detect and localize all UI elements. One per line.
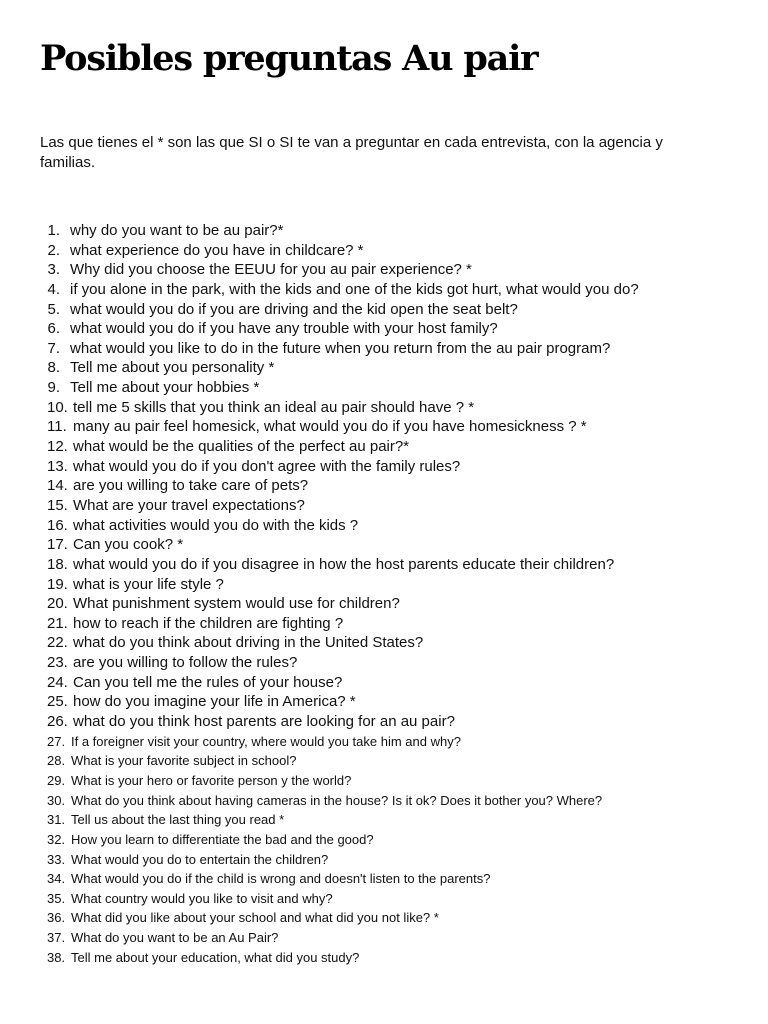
question-item xyxy=(0,358,768,378)
question-number: 34. xyxy=(47,871,66,887)
question-text: what would you do if you have any trouble with your host family? xyxy=(70,320,498,338)
question-item xyxy=(0,633,768,653)
question-number: 25. xyxy=(47,693,68,711)
question-number: 29. xyxy=(47,772,66,788)
question-text: what would you do if you disagree in how the host parents educate their children? xyxy=(73,555,615,573)
question-item xyxy=(0,928,768,948)
question-item xyxy=(0,300,768,320)
question-number: 6. xyxy=(47,320,60,338)
question-item xyxy=(0,437,768,457)
question-number: 12. xyxy=(47,438,68,456)
question-item xyxy=(0,516,768,536)
question-text: What do you want to be an Au Pair? xyxy=(71,930,279,946)
question-item xyxy=(0,280,768,300)
question-text: what would be the qualities of the perfect au pair?* xyxy=(73,438,410,456)
question-text: tell me 5 skills that you think an ideal au pair should have ? * xyxy=(73,398,475,416)
question-text: If a foreigner visit your country, where would you take him and why? xyxy=(71,733,461,749)
question-text: What do you think about having cameras in the house? Is it ok? Does it bother you? Where? xyxy=(71,792,603,808)
question-text: What would you do if the child is wrong and doesn't listen to the parents? xyxy=(71,871,491,887)
question-item xyxy=(0,850,768,870)
question-text: Tell me about your education, what did you study? xyxy=(71,949,360,965)
question-list xyxy=(0,221,768,967)
question-number: 8. xyxy=(47,359,60,377)
question-item xyxy=(0,378,768,398)
question-item xyxy=(0,496,768,516)
question-item xyxy=(0,732,768,752)
question-number: 21. xyxy=(47,614,68,632)
intro-paragraph: Las que tienes el * son las que SI o SI te van a preguntar en cada entrevista, con la agencia y familias. xyxy=(40,134,663,171)
question-number: 16. xyxy=(47,516,68,534)
question-item xyxy=(0,417,768,437)
question-number: 15. xyxy=(47,496,68,514)
question-text: What are your travel expectations? xyxy=(73,496,305,514)
question-number: 24. xyxy=(47,673,68,691)
question-item xyxy=(0,457,768,477)
question-item xyxy=(0,535,768,555)
question-item xyxy=(0,830,768,850)
question-item xyxy=(0,398,768,418)
question-text: how do you imagine your life in America? * xyxy=(73,693,356,711)
question-number: 5. xyxy=(47,300,60,318)
question-item xyxy=(0,751,768,771)
question-item xyxy=(0,575,768,595)
question-item xyxy=(0,319,768,339)
question-text: what activities would you do with the kids ? xyxy=(73,516,359,534)
question-number: 1. xyxy=(47,222,60,239)
question-text: How you learn to differentiate the bad and the good? xyxy=(71,831,374,847)
question-item xyxy=(0,771,768,791)
question-number: 19. xyxy=(47,575,68,593)
question-text: many au pair feel homesick, what would you do if you have homesickness ? * xyxy=(73,418,587,436)
question-text: Tell me about you personality * xyxy=(70,359,275,377)
question-text: What would you do to entertain the children? xyxy=(71,851,329,867)
question-text: what do you think about driving in the United States? xyxy=(73,634,424,652)
question-number: 28. xyxy=(47,753,66,769)
question-number: 37. xyxy=(47,930,66,946)
question-text: what would you do if you are driving and the kid open the seat belt? xyxy=(70,300,518,318)
question-number: 36. xyxy=(47,910,66,926)
question-text: what would you do if you don't agree with the family rules? xyxy=(73,457,461,475)
question-item xyxy=(0,869,768,889)
question-text: if you alone in the park, with the kids and one of the kids got hurt, what would you do? xyxy=(70,280,639,298)
question-text: what do you think host parents are looking for an au pair? xyxy=(73,713,455,731)
question-item xyxy=(0,653,768,673)
question-item xyxy=(0,614,768,634)
question-number: 4. xyxy=(47,280,60,298)
question-number: 18. xyxy=(47,555,68,573)
question-text: What country would you like to visit and why? xyxy=(71,890,333,906)
question-text: What is your favorite subject in school? xyxy=(71,753,297,769)
question-number: 26. xyxy=(47,713,68,731)
question-item xyxy=(0,810,768,830)
question-item xyxy=(0,673,768,693)
question-text: are you willing to take care of pets? xyxy=(73,477,309,495)
question-number: 23. xyxy=(47,654,68,672)
question-number: 3. xyxy=(47,261,60,279)
question-item xyxy=(0,712,768,732)
question-number: 9. xyxy=(47,379,60,397)
question-text: Can you tell me the rules of your house? xyxy=(73,673,343,691)
question-number: 27. xyxy=(47,733,66,749)
question-number: 2. xyxy=(47,241,60,259)
question-number: 38. xyxy=(47,949,66,965)
question-item xyxy=(0,791,768,811)
question-number: 30. xyxy=(47,792,66,808)
question-text: Why did you choose the EEUU for you au pair experience? * xyxy=(70,261,472,279)
question-item xyxy=(0,241,768,261)
page-title: Posibles preguntas Au pair xyxy=(40,38,538,79)
question-text: why do you want to be au pair?* xyxy=(70,222,284,239)
question-item xyxy=(0,908,768,928)
question-text: What did you like about your school and what did you not like? * xyxy=(71,910,439,926)
question-text: what experience do you have in childcare? * xyxy=(70,241,364,259)
question-text: What punishment system would use for children? xyxy=(73,595,400,613)
question-item xyxy=(0,476,768,496)
question-number: 17. xyxy=(47,536,68,554)
question-number: 20. xyxy=(47,595,68,613)
question-number: 10. xyxy=(47,398,68,416)
question-number: 35. xyxy=(47,890,66,906)
question-number: 7. xyxy=(47,339,60,357)
question-number: 14. xyxy=(47,477,68,495)
question-item xyxy=(0,889,768,909)
question-number: 32. xyxy=(47,831,66,847)
question-item xyxy=(0,555,768,575)
question-text: Tell me about your hobbies * xyxy=(70,379,260,397)
question-item xyxy=(0,948,768,968)
question-number: 11. xyxy=(47,418,67,436)
question-text: what is your life style ? xyxy=(73,575,224,593)
question-item xyxy=(0,221,768,241)
question-text: what would you like to do in the future when you return from the au pair program? xyxy=(70,339,611,357)
question-number: 33. xyxy=(47,851,66,867)
question-text: Can you cook? * xyxy=(73,536,184,554)
question-text: how to reach if the children are fighting ? xyxy=(73,614,344,632)
question-text: What is your hero or favorite person y the world? xyxy=(71,772,352,788)
question-item xyxy=(0,692,768,712)
question-number: 13. xyxy=(47,457,68,475)
question-number: 31. xyxy=(47,812,66,828)
question-text: are you willing to follow the rules? xyxy=(73,654,298,672)
question-number: 22. xyxy=(47,634,68,652)
question-text: Tell us about the last thing you read * xyxy=(71,812,285,828)
question-item xyxy=(0,260,768,280)
question-item xyxy=(0,339,768,359)
question-item xyxy=(0,594,768,614)
